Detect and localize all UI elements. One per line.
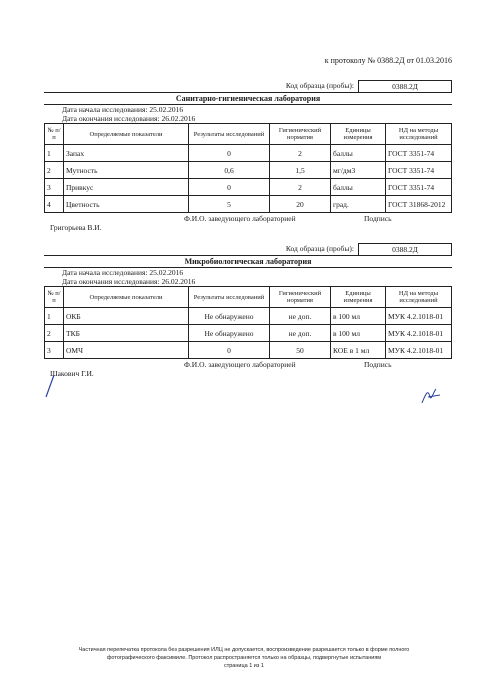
- cell-result: 0: [189, 145, 270, 162]
- signature-row: [44, 359, 452, 379]
- cell-name: Цветность: [64, 196, 189, 213]
- cell-name: Мутность: [64, 162, 189, 179]
- cell-name: Запах: [64, 145, 189, 162]
- cell-result: 0: [189, 179, 270, 196]
- results-table: [44, 123, 452, 213]
- cell-name: Привкус: [64, 179, 189, 196]
- sample-code-label: Код образца (пробы):: [285, 81, 354, 90]
- signature-row: [44, 213, 452, 233]
- handwritten-mark: [40, 373, 60, 399]
- start-date: Дата начала исследования: 25.02.2016: [62, 268, 184, 277]
- page-number: страница 1 из 1: [223, 663, 264, 669]
- cell-result: Не обнаружено: [189, 308, 270, 325]
- cell-result: 0,6: [189, 162, 270, 179]
- cell-norm: 1,5: [270, 162, 331, 179]
- lab-title: Микробиологическая лаборатория: [44, 255, 452, 268]
- table-row: [45, 162, 452, 179]
- fio-label: Ф.И.О. заведующего лабораторией: [184, 360, 296, 369]
- sample-code-row: [44, 80, 452, 92]
- lab-title: Санитарно-гигиеническая лаборатория: [44, 92, 452, 105]
- start-date: Дата начала исследования: 25.02.2016: [62, 105, 184, 114]
- cell-unit: баллы: [331, 145, 386, 162]
- cell-name: ТКБ: [64, 325, 189, 342]
- fio-label: Ф.И.О. заведующего лабораторией: [184, 214, 296, 223]
- col-header-num: № п/п: [45, 124, 64, 145]
- table-row: [45, 145, 452, 162]
- col-header-norm: Гигиенический норматив: [270, 287, 331, 308]
- cell-num: 3: [45, 342, 64, 359]
- col-header-unit: Единицы измерения: [331, 287, 386, 308]
- table-row: [45, 308, 452, 325]
- cell-unit: мг/дм3: [331, 162, 386, 179]
- cell-unit: КОЕ в 1 мл: [331, 342, 386, 359]
- sample-code-label: Код образца (пробы):: [285, 244, 354, 253]
- cell-norm: 50: [270, 342, 331, 359]
- cell-norm: 20: [270, 196, 331, 213]
- cell-norm: 2: [270, 145, 331, 162]
- cell-norm: не доп.: [270, 325, 331, 342]
- cell-num: 2: [45, 325, 64, 342]
- table-row: [45, 196, 452, 213]
- col-header-unit: Единицы измерения: [331, 124, 386, 145]
- cell-num: 1: [45, 145, 64, 162]
- sample-code-value: 0388.2Д: [358, 80, 452, 93]
- cell-unit: град.: [331, 196, 386, 213]
- results-table: [44, 286, 452, 359]
- col-header-name: Определяемые показатели: [64, 287, 189, 308]
- cell-nd: ГОСТ 3351-74: [386, 145, 452, 162]
- cell-nd: ГОСТ 31868-2012: [386, 196, 452, 213]
- cell-nd: МУК 4.2.1018-01: [386, 342, 452, 359]
- cell-num: 4: [45, 196, 64, 213]
- signature-label: Подпись: [364, 214, 392, 223]
- sample-code-row: [44, 243, 452, 255]
- cell-name: ОКБ: [64, 308, 189, 325]
- end-date: Дата окончания исследования: 26.02.2016: [62, 114, 196, 123]
- table-row: [45, 179, 452, 196]
- table-header-row: [45, 287, 452, 308]
- cell-num: 3: [45, 179, 64, 196]
- col-header-name: Определяемые показатели: [64, 124, 189, 145]
- cell-num: 2: [45, 162, 64, 179]
- cell-name: ОМЧ: [64, 342, 189, 359]
- cell-nd: МУК 4.2.1018-01: [386, 308, 452, 325]
- col-header-norm: Гигиенический норматив: [270, 124, 331, 145]
- cell-nd: ГОСТ 3351-74: [386, 162, 452, 179]
- col-header-nd: НД на методы исследований: [386, 124, 452, 145]
- signature-image: [418, 385, 446, 407]
- cell-num: 1: [45, 308, 64, 325]
- cell-nd: МУК 4.2.1018-01: [386, 325, 452, 342]
- cell-norm: 2: [270, 179, 331, 196]
- disclaimer-line-2: фотографического факсимиле. Протокол распространяется только на образцы, подвергнутые испытаниям: [106, 655, 382, 661]
- cell-unit: баллы: [331, 179, 386, 196]
- protocol-reference: к протоколу № 0388.2Д от 01.03.2016: [324, 56, 452, 65]
- cell-unit: в 100 мл: [331, 325, 386, 342]
- cell-unit: в 100 мл: [331, 308, 386, 325]
- cell-result: 5: [189, 196, 270, 213]
- micro-lab-section: [44, 243, 452, 379]
- table-row: [45, 342, 452, 359]
- cell-nd: ГОСТ 3351-74: [386, 179, 452, 196]
- head-name: Григорьева В.И.: [50, 223, 102, 232]
- col-header-num: № п/п: [45, 287, 64, 308]
- head-name: Шакович Г.И.: [50, 369, 94, 378]
- table-row: [45, 325, 452, 342]
- footer-disclaimer: [44, 646, 444, 670]
- end-date: Дата окончания исследования: 26.02.2016: [62, 277, 196, 286]
- cell-result: Не обнаружено: [189, 325, 270, 342]
- signature-label: Подпись: [364, 360, 392, 369]
- col-header-result: Результаты исследований: [189, 287, 270, 308]
- col-header-result: Результаты исследований: [189, 124, 270, 145]
- table-header-row: [45, 124, 452, 145]
- sample-code-value: 0388.2Д: [358, 243, 452, 256]
- sanitary-lab-section: [44, 80, 452, 233]
- disclaimer-line-1: Частичная перепечатка протокола без разрешения ИЛЦ не допускается, воспроизведение разрешается только в форме полного: [78, 647, 410, 653]
- col-header-nd: НД на методы исследований: [386, 287, 452, 308]
- cell-result: 0: [189, 342, 270, 359]
- cell-norm: не доп.: [270, 308, 331, 325]
